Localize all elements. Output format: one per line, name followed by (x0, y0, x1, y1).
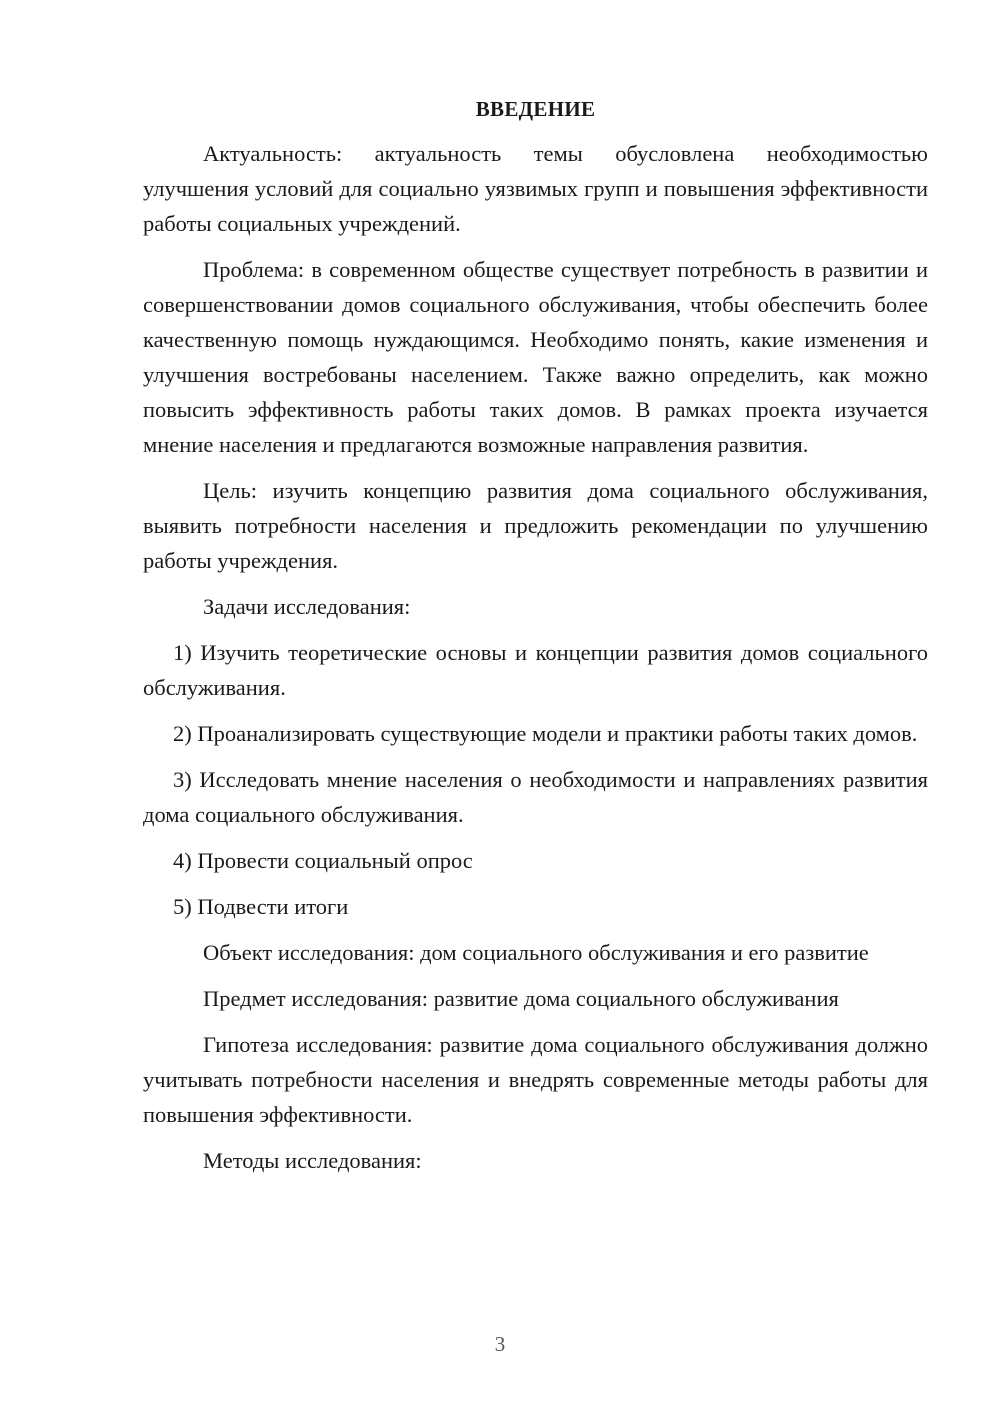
paragraph-hypothesis: Гипотеза исследования: развитие дома социального обслуживания должно учитывать потребности населения и внедрять современные методы работы для повышения эффективности. (143, 1032, 928, 1127)
task-item-3: 3) Исследовать мнение населения о необходимости и направлениях развития дома социального обслуживания. (143, 767, 928, 827)
paragraph-relevance: Актуальность: актуальность темы обусловлена необходимостью улучшения условий для социально уязвимых групп и повышения эффективности работы социальных учреждений. (143, 141, 928, 236)
paragraph-goal: Цель: изучить концепцию развития дома социального обслуживания, выявить потребности населения и предложить рекомендации по улучшению работы учреждения. (143, 478, 928, 573)
paragraph-object: Объект исследования: дом социального обслуживания и его развитие (203, 940, 869, 965)
paragraph-problem: Проблема: в современном обществе существует потребность в развитии и совершенствовании домов социального обслуживания, чтобы обеспечить более качественную помощь нуждающимся. Необходимо понять, какие изменения и улучшения востребованы населением. Также важно определить, как можно повысить эффективность работы таких домов. В рамках проекта изучается мнение населения и предлагаются возможные направления развития. (143, 257, 928, 457)
tasks-heading: Задачи исследования: (203, 594, 411, 619)
paragraph-subject: Предмет исследования: развитие дома социального обслуживания (203, 986, 839, 1011)
task-item-2: 2) Проанализировать существующие модели и практики работы таких домов. (173, 721, 918, 746)
task-item-4: 4) Провести социальный опрос (173, 848, 473, 873)
task-item-1: 1) Изучить теоретические основы и концепции развития домов социального обслуживания. (143, 640, 928, 700)
task-item-5: 5) Подвести итоги (173, 894, 349, 919)
section-title: ВВЕДЕНИЕ (475, 97, 596, 121)
document-page (143, 94, 928, 1189)
methods-heading: Методы исследования: (203, 1148, 422, 1173)
page-number: 3 (494, 1332, 506, 1356)
